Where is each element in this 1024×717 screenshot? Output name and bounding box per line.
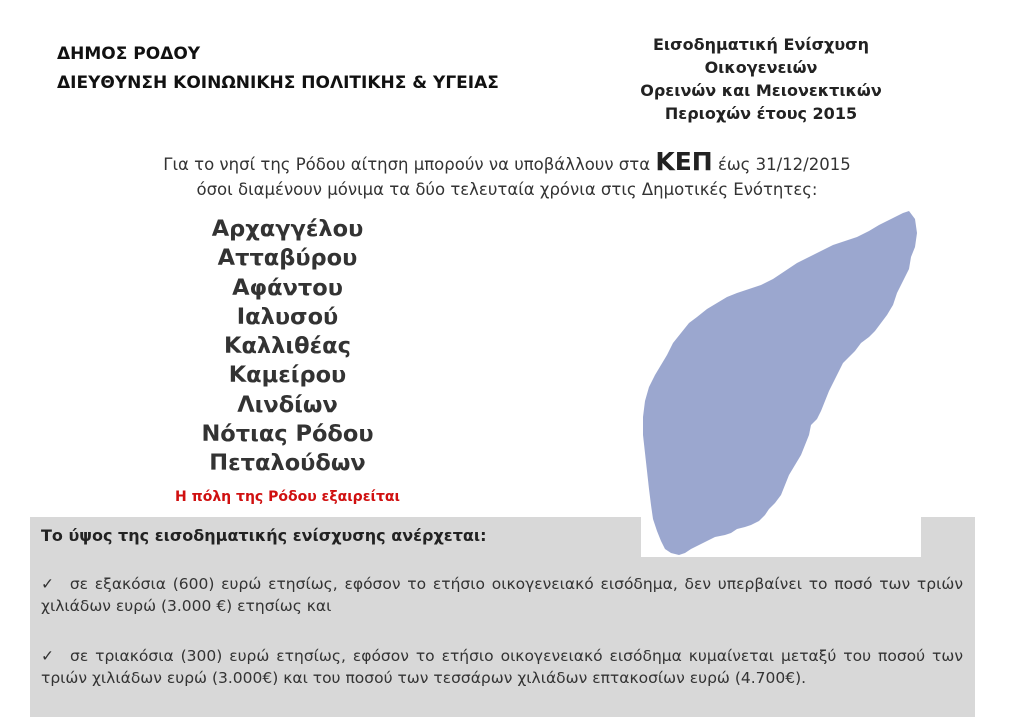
municipal-unit: Καμείρου	[228, 362, 347, 389]
municipal-unit: Αφάντου	[232, 274, 343, 301]
program-title-line: Εισοδηματική Ενίσχυση	[652, 35, 870, 54]
amount-bullet-text: σε εξακόσια (600) ευρώ ετησίως, εφόσον το ετήσιο οικογενειακό εισόδημα, δεν υπερβαίνει το ποσό των τριών χιλιάδων ευρώ (3.000 €) ετησίως και	[41, 575, 963, 615]
program-title	[600, 33, 922, 125]
application-intro	[40, 149, 974, 202]
checkmark-icon: ✓	[41, 575, 56, 593]
municipal-unit: Ατταβύρου	[217, 245, 358, 272]
amount-bullet-text: σε τριακόσια (300) ευρώ ετησίως, εφόσον το ετήσιο οικογενειακό εισόδημα κυμαίνεται μεταξύ του ποσού των τριών χιλιάδων ευρώ (3.000€) και του ποσού των τεσσάρων χιλιάδων επτακοσίων ευρώ (4.700€).	[41, 647, 963, 687]
municipal-unit: Ιαλυσού	[236, 303, 339, 330]
municipal-unit: Αρχαγγέλου	[211, 216, 364, 242]
city-exception-note: Η πόλη της Ρόδου εξαιρείται	[175, 489, 400, 505]
municipal-unit: Νότιας Ρόδου	[201, 421, 374, 448]
amount-bullet	[41, 573, 963, 617]
rhodes-island-shape	[643, 211, 917, 555]
municipal-units-list	[130, 215, 445, 479]
checkmark-icon: ✓	[41, 647, 56, 665]
municipal-unit: Καλλιθέας	[224, 333, 351, 360]
amount-bullet	[41, 645, 963, 689]
rhodes-island-map	[641, 205, 921, 557]
program-title-line: Περιοχών έτους 2015	[664, 104, 858, 123]
intro-deadline: έως 31/12/2015	[712, 155, 851, 174]
intro-line-2: όσοι διαμένουν μόνιμα τα δύο τελευταία χρόνια στις Δημοτικές Ενότητες:	[196, 180, 818, 199]
municipal-unit: Λινδίων	[237, 391, 338, 418]
rhodes-map-graphic	[641, 205, 921, 557]
municipality-name: ΔΗΜΟΣ ΡΟΔΟΥ	[57, 44, 201, 64]
kep-emphasis: ΚΕΠ	[655, 147, 713, 176]
program-title-line: Οικογενειών	[704, 58, 818, 77]
organization-header	[57, 40, 499, 98]
program-title-line: Ορεινών και Μειονεκτικών	[640, 81, 882, 100]
amount-heading: Το ύψος της εισοδηματικής ενίσχυσης ανέρχεται:	[41, 526, 487, 545]
intro-text: Για το νησί της Ρόδου αίτηση μπορούν να υποβάλλουν στα	[163, 155, 656, 174]
directorate-name: ΔΙΕΥΘΥΝΣΗ ΚΟΙΝΩΝΙΚΗΣ ΠΟΛΙΤΙΚΗΣ & ΥΓΕΙΑΣ	[57, 73, 499, 93]
municipal-unit: Πεταλούδων	[209, 450, 366, 477]
intro-line-1	[40, 149, 974, 177]
